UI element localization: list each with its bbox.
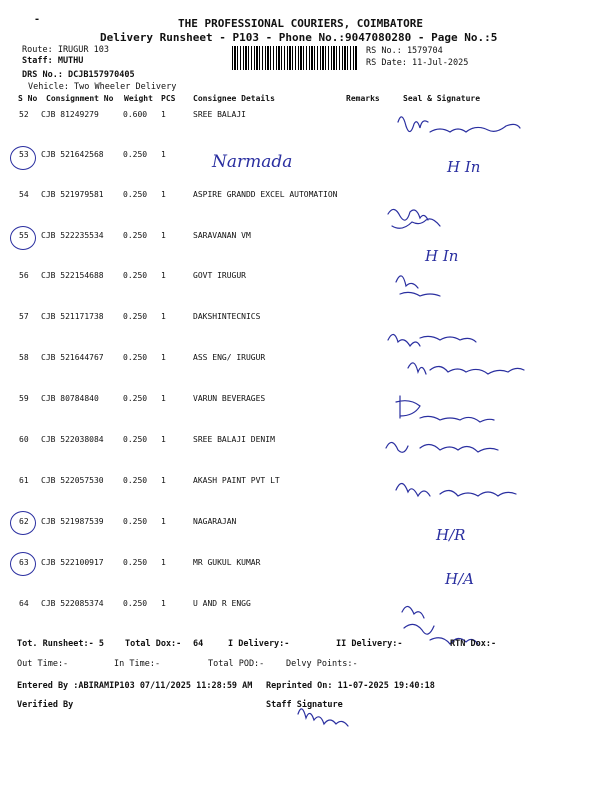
handwritten-sig-row62: H/R [436,526,466,544]
row-consignment: CJB 522057530 [41,476,104,485]
row-pcs: 1 [161,517,166,526]
row-consignment: CJB 522154688 [41,271,104,280]
row-sno: 59 [19,394,29,403]
row-pcs: 1 [161,271,166,280]
row-sno: 56 [19,271,29,280]
row-consignment: CJB 81249279 [41,110,99,119]
row-weight: 0.250 [123,517,148,526]
row-consignee: ASS ENG/ IRUGUR [193,353,266,362]
row-weight: 0.250 [123,558,148,567]
row-pcs: 1 [161,558,166,567]
row-consignment: CJB 521987539 [41,517,104,526]
i-delivery: I Delivery:- [228,639,290,649]
handwritten-sig-row55: H In [425,247,459,265]
row-weight: 0.250 [123,150,148,159]
verified-by: Verified By [17,700,74,710]
rtn-dox: RTN Dox:- [450,639,497,649]
ii-delivery: II Delivery:- [336,639,403,649]
out-time: Out Time:- [17,659,69,669]
handwritten-sig-row53: H In [447,158,481,176]
circle-mark [10,511,36,535]
col-pcs: PCS [161,94,176,103]
row-weight: 0.250 [123,435,148,444]
col-sno: S No [18,94,38,103]
row-sno: 57 [19,312,29,321]
row-pcs: 1 [161,150,166,159]
row-sno: 62 [19,517,29,526]
row-sno: 53 [19,150,29,159]
reprinted-on: Reprinted On: 11-07-2025 19:40:18 [266,681,435,691]
row-sno: 60 [19,435,29,444]
col-consignee: Consignee Details [193,94,275,103]
row-consignment: CJB 521171738 [41,312,104,321]
row-sno: 61 [19,476,29,485]
scan-mark: - [34,14,41,25]
row-weight: 0.250 [123,190,148,199]
col-remarks: Remarks [346,94,380,103]
entered-by: Entered By :ABIRAMIP103 07/11/2025 11:28:59 AM [17,681,253,691]
row-consignee: AKASH PAINT PVT LT [193,476,280,485]
total-pod: Total POD:- [208,659,265,669]
handwritten-name-row53: Narmada [212,152,293,172]
row-pcs: 1 [161,190,166,199]
row-sno: 64 [19,599,29,608]
staff: Staff: MUTHU [22,56,84,66]
row-weight: 0.600 [123,110,148,119]
row-pcs: 1 [161,231,166,240]
row-pcs: 1 [161,435,166,444]
row-pcs: 1 [161,476,166,485]
row-consignee: ASPIRE GRANDD EXCEL AUTOMATION [193,190,338,199]
row-weight: 0.250 [123,231,148,240]
row-pcs: 1 [161,599,166,608]
row-sno: 58 [19,353,29,362]
row-pcs: 1 [161,312,166,321]
row-weight: 0.250 [123,353,148,362]
delvy-points: Delvy Points:- [286,659,358,669]
circle-mark [10,226,36,250]
row-sno: 63 [19,558,29,567]
row-consignee: NAGARAJAN [193,517,237,526]
row-consignment: CJB 521642568 [41,150,104,159]
row-consignee: MR GUKUL KUMAR [193,558,261,567]
row-pcs: 1 [161,353,166,362]
row-consignment: CJB 80784840 [41,394,99,403]
row-weight: 0.250 [123,599,148,608]
row-consignee: SREE BALAJI [193,110,246,119]
staff-signature-label: Staff Signature [266,700,343,710]
vehicle: Vehicle: Two Wheeler Delivery [28,82,177,92]
row-weight: 0.250 [123,394,148,403]
row-consignment: CJB 521979581 [41,190,104,199]
company-name: THE PROFESSIONAL COURIERS, COIMBATORE [178,17,424,30]
row-weight: 0.250 [123,312,148,321]
rs-number: RS No.: 1579704 [366,46,443,56]
row-consignee: VARUN BEVERAGES [193,394,266,403]
row-consignment: CJB 522085374 [41,599,104,608]
circle-mark [10,552,36,576]
total-dox-value: 64 [193,639,204,649]
rs-date: RS Date: 11-Jul-2025 [366,58,469,68]
total-dox-label: Total Dox:- [125,639,182,649]
row-consignment: CJB 521644767 [41,353,104,362]
row-consignee: SREE BALAJI DENIM [193,435,275,444]
runsheet-subtitle: Delivery Runsheet - P103 - Phone No.:9047080280 - Page No.:5 [100,31,498,44]
row-consignee: GOVT IRUGUR [193,271,246,280]
row-consignment: CJB 522235534 [41,231,104,240]
col-seal: Seal & Signature [403,94,481,103]
row-pcs: 1 [161,394,166,403]
row-consignment: CJB 522038084 [41,435,104,444]
row-consignment: CJB 522100917 [41,558,104,567]
handwritten-sig-row63: H/A [445,570,474,588]
col-consignment: Consignment No [46,94,114,103]
in-time: In Time:- [114,659,161,669]
row-consignee: U AND R ENGG [193,599,251,608]
row-sno: 55 [19,231,29,240]
tot-runsheet: Tot. Runsheet:- 5 [17,639,104,649]
col-weight: Weight [124,94,153,103]
row-weight: 0.250 [123,476,148,485]
row-pcs: 1 [161,110,166,119]
row-sno: 54 [19,190,29,199]
row-consignee: DAKSHINTECNICS [193,312,261,321]
route: Route: IRUGUR 103 [22,45,109,55]
row-weight: 0.250 [123,271,148,280]
row-consignee: SARAVANAN VM [193,231,251,240]
row-sno: 52 [19,110,29,119]
circle-mark [10,146,36,170]
drs-number: DRS No.: DCJB157970405 [22,70,135,80]
